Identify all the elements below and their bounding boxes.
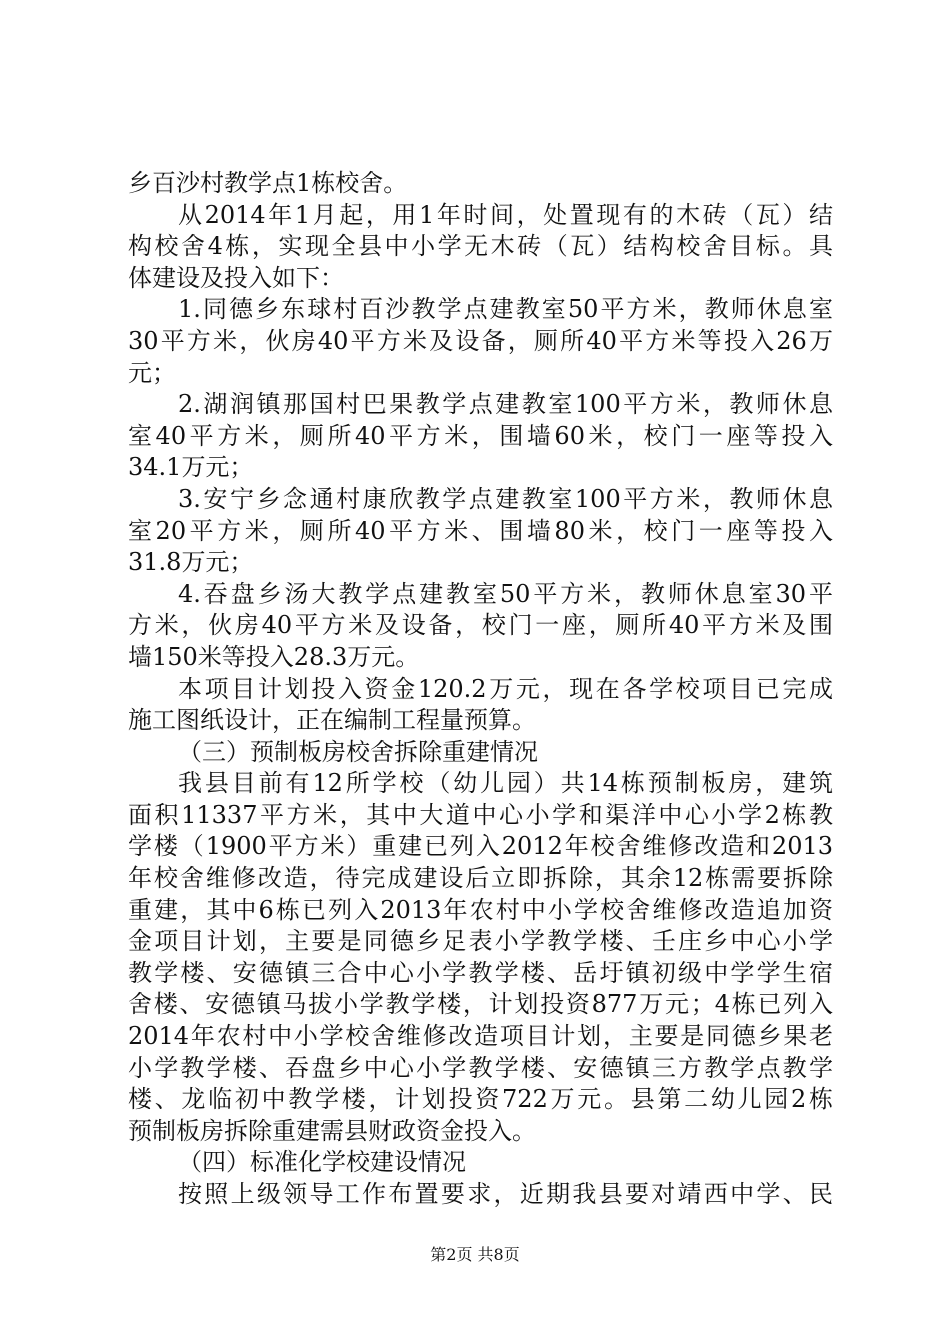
text-line: 金项目计划，主要是同德乡足表小学教学楼、壬庄乡中心小学 (128, 927, 833, 956)
text-line: 从2014年1月起，用1年时间，处置现有的木砖（瓦）结 (178, 200, 833, 229)
text-line: 我县目前有12所学校（幼儿园）共14栋预制板房，建筑 (178, 769, 833, 798)
text-line: 本项目计划投入资金120.2万元，现在各学校项目已完成 (178, 674, 833, 703)
text-line: 室40平方米，厕所40平方米，围墙60米，校门一座等投入 (128, 421, 833, 450)
text-line: 元； (128, 358, 176, 387)
text-line: 按照上级领导工作布置要求，近期我县要对靖西中学、民 (178, 1180, 833, 1208)
text-line: 3.安宁乡念通村康欣教学点建教室100平方米，教师休息 (178, 484, 833, 513)
text-line: 4.吞盘乡汤大教学点建教室50平方米，教师休息室30平 (178, 579, 833, 608)
text-line: 体建设及投入如下： (128, 263, 344, 292)
text-line: 方米，伙房40平方米及设备，校门一座，厕所40平方米及围 (128, 611, 833, 640)
text-line: 年校舍维修改造，待完成建设后立即拆除，其余12栋需要拆除 (128, 864, 833, 893)
text-line: 学楼（1900平方米）重建已列入2012年校舍维修改造和2013 (128, 832, 833, 861)
text-line: 小学教学楼、吞盘乡中心小学教学楼、安德镇三方教学点教学 (128, 1053, 833, 1082)
text-line: （四）标准化学校建设情况 (178, 1148, 466, 1177)
text-line: 1.同德乡东球村百沙教学点建教室50平方米，教师休息室 (178, 295, 833, 324)
text-line: 室20平方米，厕所40平方米、围墙80米，校门一座等投入 (128, 516, 833, 545)
text-line: 2014年农村中小学校舍维修改造项目计划，主要是同德乡果老 (128, 1022, 833, 1051)
text-line: （三）预制板房校舍拆除重建情况 (178, 737, 538, 766)
text-line: 楼、龙临初中教学楼，计划投资722万元。县第二幼儿园2栋 (128, 1085, 833, 1114)
text-line: 面积11337平方米，其中大道中心小学和渠洋中心小学2栋教 (128, 800, 833, 829)
text-line: 30平方米，伙房40平方米及设备，厕所40平方米等投入26万 (128, 326, 833, 355)
text-line: 2.湖润镇那国村巴果教学点建教室100平方米，教师休息 (178, 390, 833, 419)
text-line: 乡百沙村教学点1栋校舍。 (128, 169, 408, 197)
text-line: 墙150米等投入28.3万元。 (128, 642, 420, 671)
text-line: 31.8万元； (128, 548, 254, 577)
text-line: 构校舍4栋，实现全县中小学无木砖（瓦）结构校舍目标。具 (128, 232, 833, 261)
document-body (128, 168, 833, 1211)
page-footer: 第2页 共8页 (430, 1245, 520, 1264)
text-line: 34.1万元； (128, 453, 254, 482)
text-line: 预制板房拆除重建需县财政资金投入。 (128, 1116, 536, 1145)
text-line: 施工图纸设计，正在编制工程量预算。 (128, 706, 536, 735)
text-line: 舍楼、安德镇马拔小学教学楼，计划投资877万元；4栋已列入 (128, 990, 833, 1019)
text-line: 教学楼、安德镇三合中心小学教学楼、岳圩镇初级中学学生宿 (128, 958, 833, 987)
text-line: 重建，其中6栋已列入2013年农村中小学校舍维修改造追加资 (128, 895, 833, 924)
